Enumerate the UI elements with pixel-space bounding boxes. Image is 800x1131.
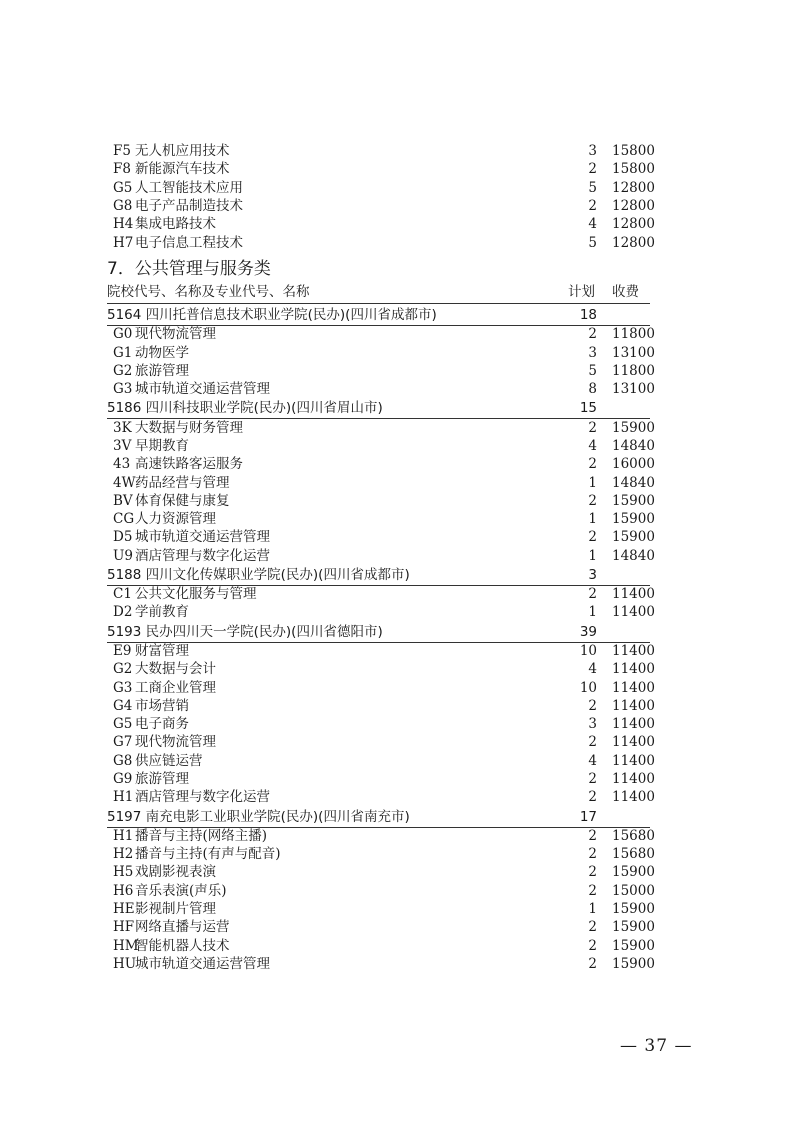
major-code: G8 — [113, 197, 133, 214]
major-plan: 1 — [588, 511, 597, 528]
major-fee: 11400 — [612, 643, 655, 660]
major-fee: 15800 — [612, 161, 655, 178]
major-row — [0, 474, 800, 492]
major-row — [0, 882, 800, 900]
major-fee: 15680 — [612, 827, 655, 844]
column-header — [0, 283, 800, 301]
major-name: 高速铁路客运服务 — [135, 456, 243, 473]
major-row — [0, 918, 800, 936]
major-plan: 4 — [588, 437, 597, 454]
major-row — [0, 528, 800, 546]
major-name: 酒店管理与数字化运营 — [135, 789, 270, 806]
major-row — [0, 715, 800, 733]
major-fee: 15900 — [612, 529, 655, 546]
major-plan: 2 — [588, 955, 597, 972]
major-plan: 2 — [588, 882, 597, 899]
major-plan: 2 — [588, 586, 597, 603]
major-row — [0, 197, 800, 215]
school-row — [0, 566, 800, 584]
major-code: H1 — [113, 827, 134, 844]
major-fee: 15900 — [612, 419, 655, 436]
school-row — [0, 623, 800, 641]
major-name: 集成电路技术 — [135, 216, 216, 233]
major-plan: 2 — [588, 864, 597, 881]
school-title: 5164 四川托普信息技术职业学院(民办)(四川省成都市) — [107, 307, 437, 323]
major-fee: 11400 — [612, 586, 655, 603]
major-row — [0, 863, 800, 881]
major-plan: 4 — [588, 661, 597, 678]
major-fee: 15000 — [612, 882, 655, 899]
major-fee: 11800 — [612, 362, 655, 379]
major-plan: 4 — [588, 752, 597, 769]
major-plan: 1 — [588, 900, 597, 917]
major-name: 音乐表演(声乐) — [135, 882, 227, 899]
major-code: H2 — [113, 846, 134, 863]
major-plan: 2 — [588, 456, 597, 473]
major-plan: 1 — [588, 547, 597, 564]
major-code: CG — [113, 511, 135, 528]
major-code: G5 — [113, 716, 133, 733]
major-code: HU — [113, 955, 137, 972]
major-fee: 15900 — [612, 511, 655, 528]
header-fee: 收费 — [612, 284, 639, 300]
major-fee: 15900 — [612, 937, 655, 954]
major-name: 城市轨道交通运营管理 — [135, 381, 270, 398]
major-code: G5 — [113, 179, 133, 196]
major-plan: 2 — [588, 846, 597, 863]
major-row — [0, 660, 800, 678]
major-code: H7 — [113, 234, 134, 251]
major-name: 影视制片管理 — [135, 900, 216, 917]
major-name: 大数据与会计 — [135, 661, 216, 678]
major-fee: 11400 — [612, 789, 655, 806]
school-plan: 3 — [588, 566, 597, 583]
major-code: F5 — [113, 143, 131, 159]
major-name: 工商企业管理 — [135, 679, 216, 696]
major-code: 3V — [113, 437, 132, 454]
major-code: HE — [113, 900, 135, 917]
major-code: 43 — [113, 456, 131, 473]
school-title: 5197 南充电影工业职业学院(民办)(四川省南充市) — [107, 808, 410, 825]
major-row — [0, 455, 800, 473]
major-name: 戏剧影视表演 — [135, 864, 216, 881]
header-name: 院校代号、名称及专业代号、名称 — [107, 284, 310, 300]
major-code: G3 — [113, 381, 133, 398]
school-title: 5186 四川科技职业学院(民办)(四川省眉山市) — [107, 400, 383, 417]
major-row — [0, 827, 800, 845]
major-code: G8 — [113, 752, 133, 769]
major-fee: 11400 — [612, 752, 655, 769]
major-row — [0, 419, 800, 437]
major-row — [0, 603, 800, 621]
major-fee: 15900 — [612, 492, 655, 509]
major-fee: 14840 — [612, 437, 655, 454]
major-fee: 11400 — [612, 734, 655, 751]
major-name: 早期教育 — [135, 437, 189, 454]
major-name: 酒店管理与数字化运营 — [135, 547, 270, 564]
major-name: 城市轨道交通运营管理 — [135, 955, 270, 972]
major-plan: 2 — [588, 161, 597, 178]
major-name: 现代物流管理 — [135, 326, 216, 343]
major-code: G7 — [113, 734, 133, 751]
major-plan: 2 — [588, 419, 597, 436]
major-row — [0, 585, 800, 603]
major-code: BV — [113, 492, 133, 509]
header-rule — [107, 303, 650, 304]
major-plan: 2 — [588, 827, 597, 844]
major-name: 播音与主持(有声与配音) — [135, 846, 281, 863]
major-name: 旅游管理 — [135, 771, 189, 787]
school-plan: 15 — [579, 400, 597, 417]
major-plan: 2 — [588, 697, 597, 714]
major-code: U9 — [113, 547, 133, 564]
major-row — [0, 845, 800, 863]
major-fee: 16000 — [612, 456, 655, 473]
major-row — [0, 179, 800, 197]
major-fee: 13100 — [612, 344, 655, 361]
major-fee: 12800 — [612, 216, 655, 233]
major-row — [0, 770, 800, 788]
major-fee: 11400 — [612, 771, 655, 787]
major-plan: 2 — [588, 937, 597, 954]
school-plan: 17 — [579, 808, 597, 825]
major-code: G2 — [113, 661, 133, 678]
school-title: 5193 民办四川天一学院(民办)(四川省德阳市) — [107, 623, 383, 640]
major-row — [0, 160, 800, 178]
major-code: G4 — [113, 697, 133, 714]
major-name: 人工智能技术应用 — [135, 179, 243, 196]
major-code: 3K — [113, 419, 132, 436]
major-name: 播音与主持(网络主播) — [135, 827, 268, 844]
major-code: G2 — [113, 362, 133, 379]
major-fee: 11400 — [612, 697, 655, 714]
major-fee: 12800 — [612, 234, 655, 251]
major-plan: 10 — [579, 679, 597, 696]
school-plan: 18 — [579, 307, 597, 323]
major-fee: 15900 — [612, 955, 655, 972]
school-row — [0, 399, 800, 417]
major-name: 电子商务 — [135, 716, 189, 733]
major-plan: 1 — [588, 474, 597, 491]
major-code: G1 — [113, 344, 133, 361]
section-title: 7．公共管理与服务类 — [107, 259, 271, 279]
major-name: 体育保健与康复 — [135, 492, 230, 509]
major-row — [0, 325, 800, 343]
major-row — [0, 697, 800, 715]
major-plan: 1 — [588, 604, 597, 621]
major-row — [0, 142, 800, 160]
major-plan: 3 — [588, 143, 597, 159]
major-name: 新能源汽车技术 — [135, 161, 230, 178]
major-plan: 5 — [588, 234, 597, 251]
major-code: HF — [113, 919, 135, 936]
major-name: 财富管理 — [135, 643, 189, 660]
school-row — [0, 808, 800, 826]
major-code: H5 — [113, 864, 134, 881]
major-plan: 2 — [588, 326, 597, 343]
major-fee: 11400 — [612, 661, 655, 678]
major-name: 供应链运营 — [135, 752, 203, 769]
major-code: G0 — [113, 326, 133, 343]
major-plan: 2 — [588, 771, 597, 787]
major-plan: 2 — [588, 919, 597, 936]
major-fee: 11800 — [612, 326, 655, 343]
major-plan: 2 — [588, 492, 597, 509]
major-fee: 12800 — [612, 197, 655, 214]
school-plan: 39 — [579, 623, 597, 640]
major-code: H4 — [113, 216, 134, 233]
major-name: 药品经营与管理 — [135, 474, 230, 491]
major-row — [0, 380, 800, 398]
major-row — [0, 679, 800, 697]
major-plan: 3 — [588, 344, 597, 361]
major-name: 学前教育 — [135, 604, 189, 621]
major-name: 智能机器人技术 — [135, 937, 230, 954]
major-code: H1 — [113, 789, 134, 806]
major-name: 现代物流管理 — [135, 734, 216, 751]
major-name: 动物医学 — [135, 344, 189, 361]
major-row — [0, 362, 800, 380]
major-code: D2 — [113, 604, 133, 621]
major-row — [0, 752, 800, 770]
major-row — [0, 642, 800, 660]
major-name: 网络直播与运营 — [135, 919, 230, 936]
school-title: 5188 四川文化传媒职业学院(民办)(四川省成都市) — [107, 566, 410, 583]
major-code: 4W — [113, 474, 136, 491]
major-row — [0, 492, 800, 510]
major-code: H6 — [113, 882, 134, 899]
major-plan: 2 — [588, 789, 597, 806]
major-plan: 2 — [588, 734, 597, 751]
major-row — [0, 437, 800, 455]
major-row — [0, 547, 800, 565]
major-fee: 11400 — [612, 679, 655, 696]
major-code: F8 — [113, 161, 131, 178]
school-row — [0, 306, 800, 324]
major-fee: 11400 — [612, 716, 655, 733]
major-name: 电子产品制造技术 — [135, 197, 243, 214]
major-fee: 15900 — [612, 919, 655, 936]
major-name: 大数据与财务管理 — [135, 419, 243, 436]
major-row — [0, 955, 800, 973]
major-fee: 14840 — [612, 474, 655, 491]
major-plan: 5 — [588, 179, 597, 196]
major-name: 旅游管理 — [135, 362, 189, 379]
major-row — [0, 234, 800, 252]
major-fee: 15900 — [612, 864, 655, 881]
major-row — [0, 215, 800, 233]
major-row — [0, 788, 800, 806]
major-row — [0, 733, 800, 751]
major-plan: 10 — [579, 643, 597, 660]
major-name: 市场营销 — [135, 697, 189, 714]
major-fee: 15900 — [612, 900, 655, 917]
major-fee: 13100 — [612, 381, 655, 398]
major-name: 无人机应用技术 — [135, 143, 230, 159]
header-plan: 计划 — [568, 284, 595, 300]
major-name: 公共文化服务与管理 — [135, 586, 257, 603]
major-plan: 5 — [588, 362, 597, 379]
major-name: 城市轨道交通运营管理 — [135, 529, 270, 546]
major-code: G3 — [113, 679, 133, 696]
major-row — [0, 900, 800, 918]
major-fee: 15800 — [612, 143, 655, 159]
major-code: E9 — [113, 643, 132, 660]
major-code: D5 — [113, 529, 133, 546]
major-row — [0, 937, 800, 955]
major-fee: 11400 — [612, 604, 655, 621]
major-plan: 2 — [588, 197, 597, 214]
major-fee: 12800 — [612, 179, 655, 196]
major-fee: 14840 — [612, 547, 655, 564]
major-code: G9 — [113, 771, 133, 787]
major-plan: 4 — [588, 216, 597, 233]
major-plan: 3 — [588, 716, 597, 733]
major-name: 人力资源管理 — [135, 511, 216, 528]
major-name: 电子信息工程技术 — [135, 234, 243, 251]
major-row — [0, 344, 800, 362]
major-code: C1 — [113, 586, 132, 603]
major-plan: 8 — [588, 381, 597, 398]
major-code: HM — [113, 937, 139, 954]
major-fee: 15680 — [612, 846, 655, 863]
major-plan: 2 — [588, 529, 597, 546]
page-number: — 37 — — [620, 1036, 693, 1056]
major-row — [0, 510, 800, 528]
